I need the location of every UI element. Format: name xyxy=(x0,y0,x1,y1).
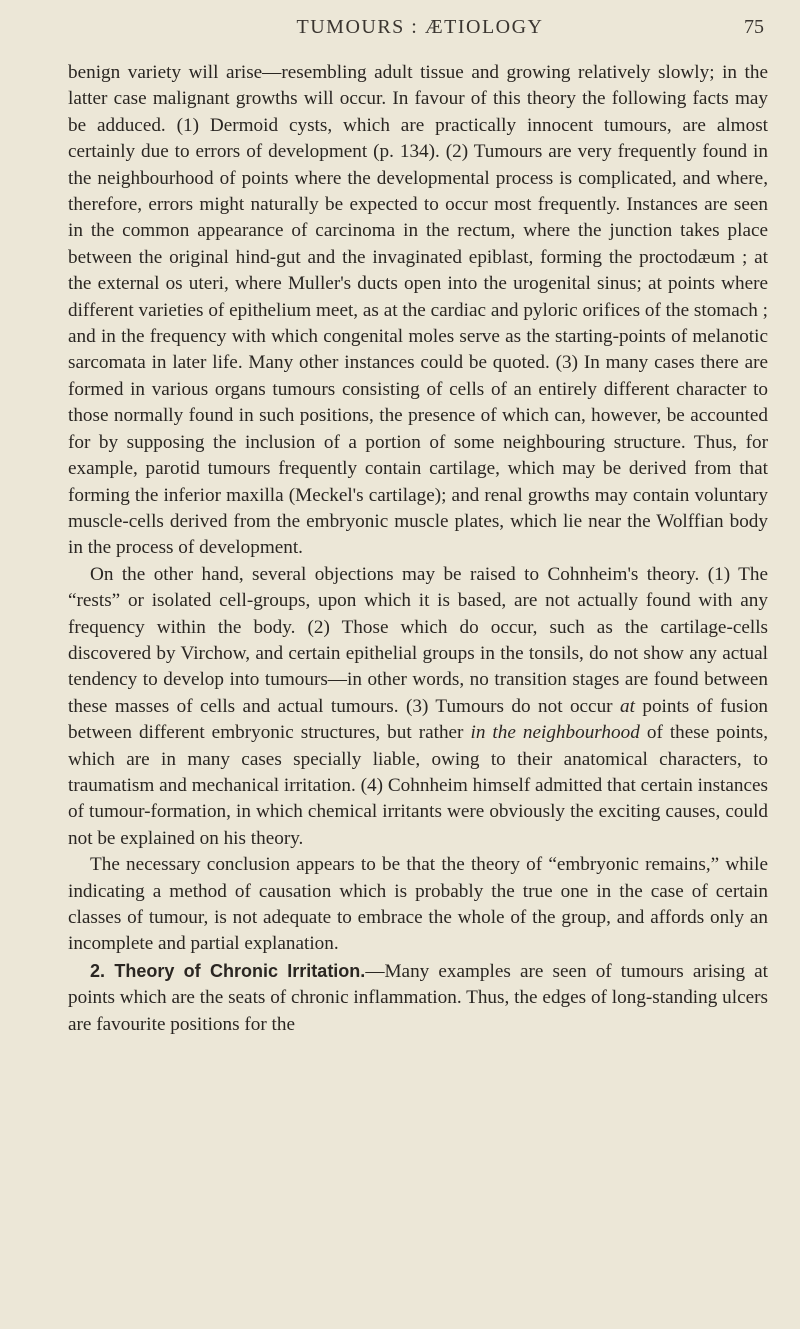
objections-text-3: of these points, which are in many cases specially liable, owing to their anatomical characters, to traumatism and mechanical irritation. (4) Cohnheim himself admitted that certain instances of tumour-formation, in which chemical irritants were obviously the exciting causes, could not be explained on his theory. xyxy=(68,722,769,849)
objections-text-2: points of fusion between different embryonic structures, but rather xyxy=(68,695,769,744)
running-head xyxy=(70,16,770,46)
paragraph-continued: benign variety will arise—resembling adult tissue and growing relatively slowly; in the latter case malignant growths will occur. In favour of this theory the following facts may be adduced. (1) Dermoid cysts, which are practically innocent tumours, are almost certainly due to errors of development (p. 134). (2) Tumours are very frequently found in the neighbourhood of points where the developmental process is complicated, and where, therefore, errors might naturally be expected to occur most frequently. Instances are seen in the common appearance of carcinoma in the rectum, where the junction takes place between the original hind-gut and the invaginated epiblast, forming the proctodæum ; at the external os uteri, where Muller's ducts open into the urogenital sinus; at points where different varieties of epithelium meet, as at the cardiac and pyloric orifices of the stomach ; and in the frequency with which congenital moles serve as the starting-points of melanotic sarcomata in later life. Many other instances could be quoted. (3) In many cases there are formed in various organs tumours consisting of cells of an entirely different character to those normally found in such positions, the presence of which can, however, be accounted for by supposing the inclusion of a portion of some neighbouring structure. Thus, for example, parotid tumours frequently contain cartilage, which may be derived from that forming the inferior maxilla (Meckel's cartilage); and renal growths may contain voluntary muscle-cells derived from the embryonic muscle plates, which lie near the Wolffian body in the process of development. xyxy=(68,62,768,559)
section-heading: 2. Theory of Chronic Irritation. xyxy=(90,960,366,981)
paragraph-conclusion: The necessary conclusion appears to be that the theory of “embryonic remains,” while indicating a method of causation which is probably the true one in the case of certain classes of tumour, is not adequate to embrace the whole of the group, and affords only an incomplete and partial explanation. xyxy=(68,854,768,955)
emphasis-at: at xyxy=(619,695,635,717)
paragraph-chronic-irritation xyxy=(68,958,768,1038)
paragraph-objections xyxy=(68,562,768,852)
running-title: TUMOURS : ÆTIOLOGY xyxy=(296,16,544,38)
body-text xyxy=(68,60,768,1038)
objections-text-1: On the other hand, several objections may be raised to Cohnheim's theory. (1) The “rests” or isolated cell-groups, upon which it is based, are not actually found with any frequency within the body. (2) Those which do occur, such as the cartilage-cells discovered by Virchow, and certain epithelial groups in the tonsils, do not show any actual tendency to develop into tumours—in other words, no transition stages are found between these masses of cells and actual tumours. (3) Tumours do not occur xyxy=(68,563,768,717)
page-number: 75 xyxy=(744,16,764,38)
section-text: —Many examples are seen of tumours arising at points which are the seats of chronic inflammation. Thus, the edges of long-standing ulcers are favourite positions for the xyxy=(68,960,769,1035)
emphasis-neighbourhood: in the neighbourhood xyxy=(470,722,640,744)
